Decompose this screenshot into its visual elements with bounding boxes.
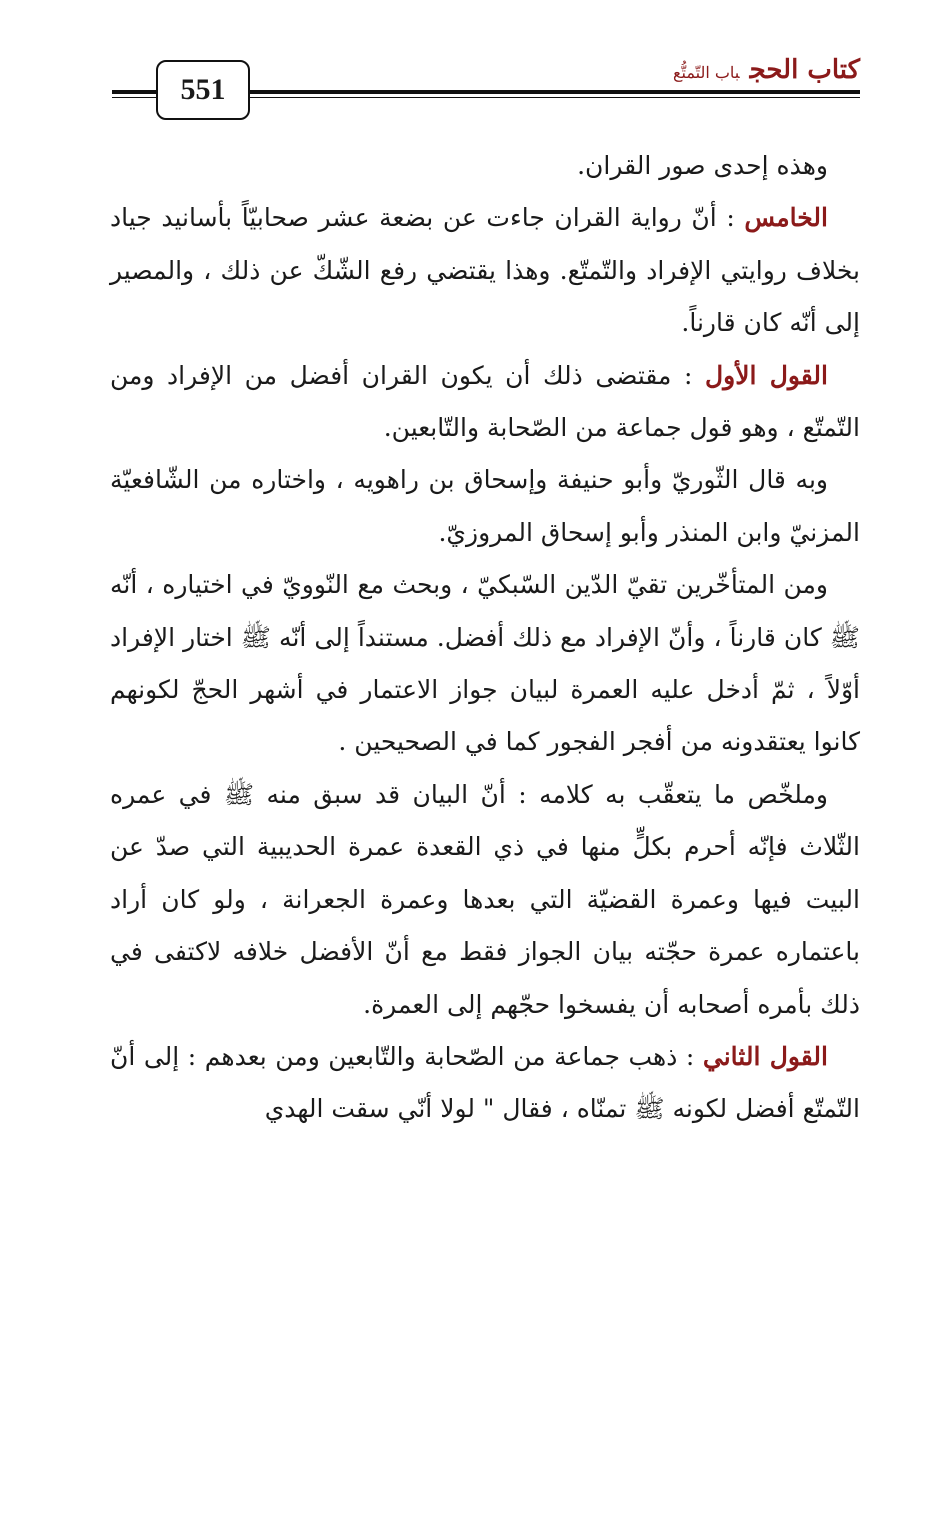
paragraph-keyword: القول الثاني xyxy=(702,1041,828,1071)
paragraph-text: وملخّص ما يتعقّب به كلامه : أنّ البيان قد سبق منه ﷺ في عمره الثّلاث فإنّه أحرم بكلٍّ منها في ذي القعدة عمرة الحديبية التي صدّ عن البيت فيها وعمرة القضيّة التي بعدها وعمرة الجعرانة ، ولو كان أراد باعتماره عمرة حجّته بيان الجواز فقط مع أنّ الأفضل خلافه لاكتفى في ذلك بأمره أصحابه أن يفسخوا حجّهم إلى العمرة. xyxy=(110,779,860,1019)
paragraph xyxy=(110,140,860,192)
paragraph xyxy=(110,192,860,349)
paragraph xyxy=(110,559,860,769)
paragraph-text: : أنّ رواية القران جاءت عن بضعة عشر صحابيّاً بأسانيد جياد بخلاف روايتي الإفراد والتّمتّع. وهذا يقتضي رفع الشّكّ عن ذلك ، والمصير إلى أنّه كان قارناً. xyxy=(110,203,860,338)
paragraph-text: وبه قال الثّوريّ وأبو حنيفة وإسحاق بن راهويه ، واختاره من الشّافعيّة المزنيّ وابن المنذر وأبو إسحاق المروزيّ. xyxy=(110,465,860,547)
page-body xyxy=(110,140,860,1136)
book-title: كتاب الحج xyxy=(749,55,860,85)
paragraph-text: : ذهب جماعة من الصّحابة والتّابعين ومن بعدهم : إلى أنّ التّمتّع أفضل لكونه ﷺ تمنّاه ، فقال " لولا أنّي سقت الهدي xyxy=(110,1041,860,1124)
paragraph xyxy=(110,454,860,559)
paragraph-text: : مقتضى ذلك أن يكون القران أفضل من الإفراد ومن التّمتّع ، وهو قول جماعة من الصّحابة والتّابعين. xyxy=(110,360,860,443)
paragraph-text: ومن المتأخّرين تقيّ الدّين السّبكيّ ، وبحث مع النّوويّ في اختياره ، أنّه ﷺ كان قارناً ، وأنّ الإفراد مع ذلك أفضل. مستنداً إلى أنّه ﷺ اختار الإفراد أوّلاً ، ثمّ أدخل عليه العمرة لبيان جواز الاعتمار في أشهر الحجّ لكونهم كانوا يعتقدونه من أفجر الفجور كما في الصحيحين . xyxy=(110,570,860,757)
paragraph-text: وهذه إحدى صور القران. xyxy=(577,151,828,180)
page-number-box xyxy=(156,60,250,120)
paragraph-keyword: الخامس xyxy=(744,203,828,233)
page-number: 551 xyxy=(180,73,226,106)
paragraph xyxy=(110,350,860,455)
chapter-title: باب التّمتُّع xyxy=(673,63,740,82)
paragraph xyxy=(110,769,860,1031)
paragraph xyxy=(110,1031,860,1136)
running-head xyxy=(673,52,860,91)
paragraph-keyword: القول الأول xyxy=(704,360,828,390)
page-header xyxy=(112,52,860,122)
